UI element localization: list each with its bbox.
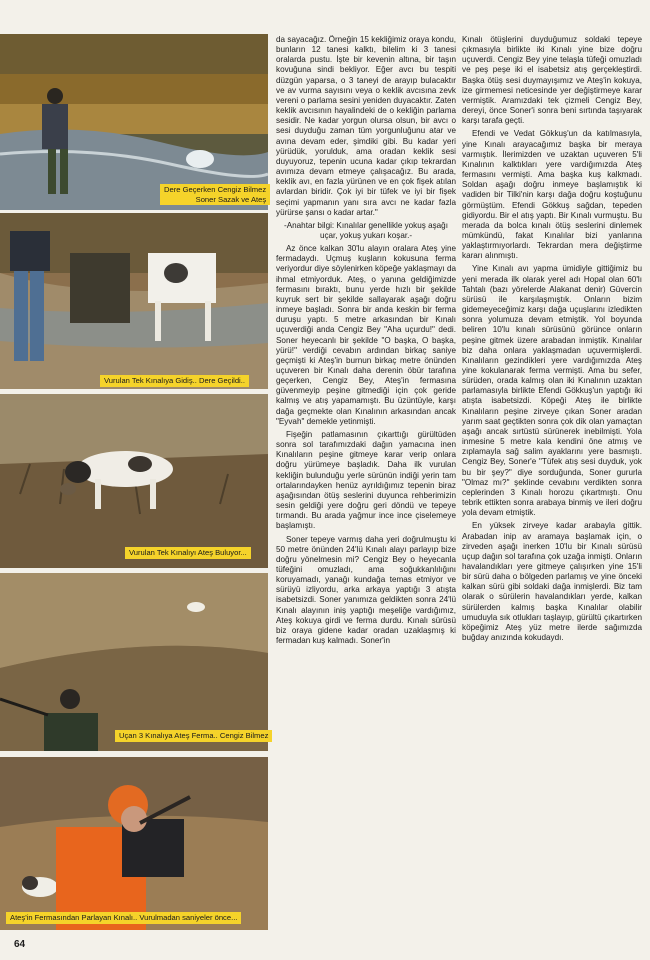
paragraph: Kınalı ötüşlerini duyduğumuz soldaki tepeye çıkmasıyla birlikte iki Kınalı yine bize doğru uçuverdi. Cengiz Bey yine telaşla tüfeği omuzladı ve peş peşe iki el isabetsiz atış gerçekleştirdi. Başka ötüş sesi duymayışımız ve Ateş'in kokuya, ize girmemesi neticesinde yer değiştirmeye karar vermiştik. Aramızdaki tek çizmeli Cengiz Bey, dereyi, önce Soner'i sonra beni sırtında taşıyarak karşı tarafa geçti. bbox=[462, 35, 642, 126]
photo-caption: Uçan 3 Kınalıya Ateş Ferma.. Cengiz Bilmez bbox=[115, 730, 272, 742]
paragraph: Yine Kınalı avı yapma ümidiyle gittiğimiz bu yeni merada ilk olarak yerel adı Hopal olan 60'lı Tahtalı (bazı yörelerde Alakanat denir) Güvercin sürüsü ile karşılaşmıştık. Onların bizim gidemeyeceğimiz karşı dağa uçuşlarını izledikten sonra yolumuza devam etmiştik. Yol boyunda beliren 10'lu kınalı sürüsünü görünce onların peşine gitmek üzere arabadan inmiştik. Kınalılar biz daha onlara yaklaşmadan uçuvermişlerdi. Kınalıların gezindikleri yere vardığımızda Ateş yine kokulanarak ferma vermişti. Ama bu sefer, sürüden, orada kalmış olan iki Kınalının uzaktan parlamasıyla birlikte Efendi Gökkuş'un yaptığı iki atışta isabetsizdi. Köpeği Ateş ile birlikte Kınalıların peşine zirveye çıkan Soner aradan yarım saat geçtikten sonra çok dik olan yamaçtan aşağı ancak sırtüstü sürünerek inebilmişti. Yola inmesine 5 metre kala kendini öne atmış ve zıplamayla sağ salim ayaklarını yere basmıştı. Cengiz Bey, Soner'e "Tüfek atış sesi duyduk, yok bu bir şey?" diye sorduğunda, Soner gururla "Olmaz mı?" şeklinde cevabını verdikten sonra ceplerinden 3 Kınalı horozu çıkartmıştı. Onu tebrik ettikten sonra arabaya binmiş ve ileri doğru yola devam etmiştik. bbox=[462, 264, 642, 518]
photo-caption: Dere Geçerken Cengiz Bilmez Soner Sazak ve Ateş bbox=[160, 184, 270, 205]
photo-hillside-ferma bbox=[0, 573, 268, 751]
paragraph: Fişeğin patlamasının çıkarttığı gürültüden sonra sol tarafımızdaki dağın yamacına inen Kınalıların peşine gitmeye karar verip onlara doğru yürümeye başladık. Daha ilk vurulan kekliğin bulunduğu yerle sürünün indiği yerin tam ortalarındayken henüz ayrıldığımız tepenin biraz aşağısından ötüş seslerini duyunca rehberimizin sesin geldiği yere doğru geri döndü ve tepeye tırmandı. Bu arada yağmur ince ince çiselemeye başlamıştı. bbox=[276, 429, 456, 531]
paragraph: Soner tepeye varmış daha yeri doğrulmuştu ki 50 metre önünden 24'lü Kınalı alayı parlayıp bize doğru yönelmesin mi? Cengiz Bey o heyecanla tüfeğini omuzladı, ama soğukkanlılığını koruyamadı, yanağı kundağa temas etmiyor ve sürüyü izliyordu, arka arkaya yaptığı 3 atışta isabetsizdi. Soner yanımıza geldikten sonra 24'lü Kınalı alayının iniş yaptığı meşeliğe vardığımız, Ateş kokuya girdi ve ferma durdu. Kınalı sürüsü biz oraya gidene kadar oradan uzaklaşmış ki fermadan kuş kalmadı. Soner'in bbox=[276, 534, 456, 646]
paragraph: da sayacağız. Örneğin 15 kekliğimiz oraya kondu, bunların 12 tanesi kalktı, bilelim ki 3 tanesi oralarda pustu. İşte bir kevenin altına, bir taşın kovuğuna sindi bekliyor. Eğer avcı bu tespiti düzgün yaparsa, o 3 taneyi de arayıp bulacaktır ve av vurma sayısını veya o keklik avcısına zevk vereni o parlama sesini yeniden duyacaktır. Zaten keklik avcısının hayalindeki de o kekliğin parlama sesidir. Ne kadar yorgun olursa olsun, bir avcı o sesi duyduğu zaman tüm yorgunluğunu atar ve avına devam eder, şimdiki gibi. Bu kadar yeri yürüdük, yorulduk, ama oradan keklik sesi duyuyoruz, tepenin ucuna kadar çıkıp tekrardan avımıza devam etmeye çalışacağız. Bu arada, keklik avı, en fazla yürünen ve en çok fişek atılan avlardan biridir. Çok iyi bir tüfek ve iyi bir fişek seçimi yapmanın yanı sıra avcı ne kadar fazla yürürse şansı o kadar artar." bbox=[276, 35, 456, 217]
key-info-line: -Anahtar bilgi: Kınalılar genellikle yokuş aşağı uçar, yokuş yukarı koşar.- bbox=[284, 220, 448, 240]
paragraph: Efendi ve Vedat Gökkuş'un da katılmasıyla, yine Kınalı arayacağımız başka bir meraya varmıştık. İlerimizden ve uzaktan uçuveren 5'li Kınalının kalktıkları yere vardığımızda Ateş fermasını vermişti. Ama başka kuş kalkmadı. Soldan aşağı doğru inmeye başlamıştık ki vadiden bir Tilki'nin karşı dağa doğru koştuğunu görmüştüm. Efendi Gökkuş sağdan, tepeden gidiyordu. Bir el atış yaptı. Bir Kınalı vurmuştu. Bu merada da bolca kınalı ötüş seslerini dinlemek mümkündü, fakat Kınalılar bizi yanlarına yaklaştırmıyorlardı. Tekrardan mera değiştirme kararı alınmıştı. bbox=[462, 129, 642, 261]
photo-caption: Ateş'in Fermasından Parlayan Kınalı.. Vurulmadan saniyeler önce... bbox=[6, 912, 241, 924]
photo-hunter-orange bbox=[0, 757, 268, 930]
page-number: 64 bbox=[14, 939, 26, 950]
photo-caption: Vurulan Tek Kınalıyı Ateş Buluyor... bbox=[125, 547, 251, 559]
paragraph: En yüksek zirveye kadar arabayla gittik. Arabadan inip av aramaya başlamak için, o zirveden aşağı inerken 10'lu bir Kınalı sürüsü uçup dağın sol tarafına çok uzağa inmişti. Onların havalandıkları yere gitmeye çalışırken yine 15'li bir sürü daha o bölgeden parlamış ve yine önceki kalkan sürü gibi soldaki dağa inmişlerdi. Biz tam olarak o sürülerin havalandıkları yerde, kalkan sürülerden kalmış başka Kınalılar olabilir umuduyla sık otlukları taşlayıp, gürültü çıkartırken köpeğimiz Ateş yüz metre ilerde sağımızda buğday anızında kokudaydı. bbox=[462, 521, 642, 643]
photo-caption: Vurulan Tek Kınalıya Gidiş.. Dere Geçildi.. bbox=[100, 375, 249, 387]
photo-dog-finding bbox=[0, 394, 268, 568]
paragraph: Az önce kalkan 30'lu alayın oralara Ateş yine fermadaydı. Uçmuş kuşların kokusuna ferma veriyordur diye söylenirken köpeğe yaklaşmayı da ihmal etmiyorduk. Ateş, o yanına geldiğimizde fermasını bıraktı, bunu yerde hızlı bir şekilde kuyruk sert bir şekilde sallayarak aşağı doğru inmeye başladı. Sonra bir anda keskin bir ferma duruşu yaptı. 5 metre arkasından bir Kınalı uçuverdiği anda Cengiz Bey "Aha uçurdu!" dedi. Soner heyecanlı bir şekilde "O başka, O başka, yürü!" verdiği cevabın ardından birkaç saniye geçmişti ki Ateş'in burnun birkaç metre önünden uçuveren bir Kınalı daha derenin öbür tarafına geçerken, Cengiz Bey, Ateş'in fermasına güvenmeyip peşine gitmediği için çok geride kalmış ve atış yapamamıştı. Bu üzüntüyle, karşı dağa geçmekte olan Kınalının arkasından ancak "Eyvah" demekle yetinmişti. bbox=[276, 244, 456, 426]
photo-dere-gecildi bbox=[0, 213, 268, 389]
article-column-right bbox=[462, 35, 642, 646]
article-column-middle bbox=[276, 35, 456, 649]
